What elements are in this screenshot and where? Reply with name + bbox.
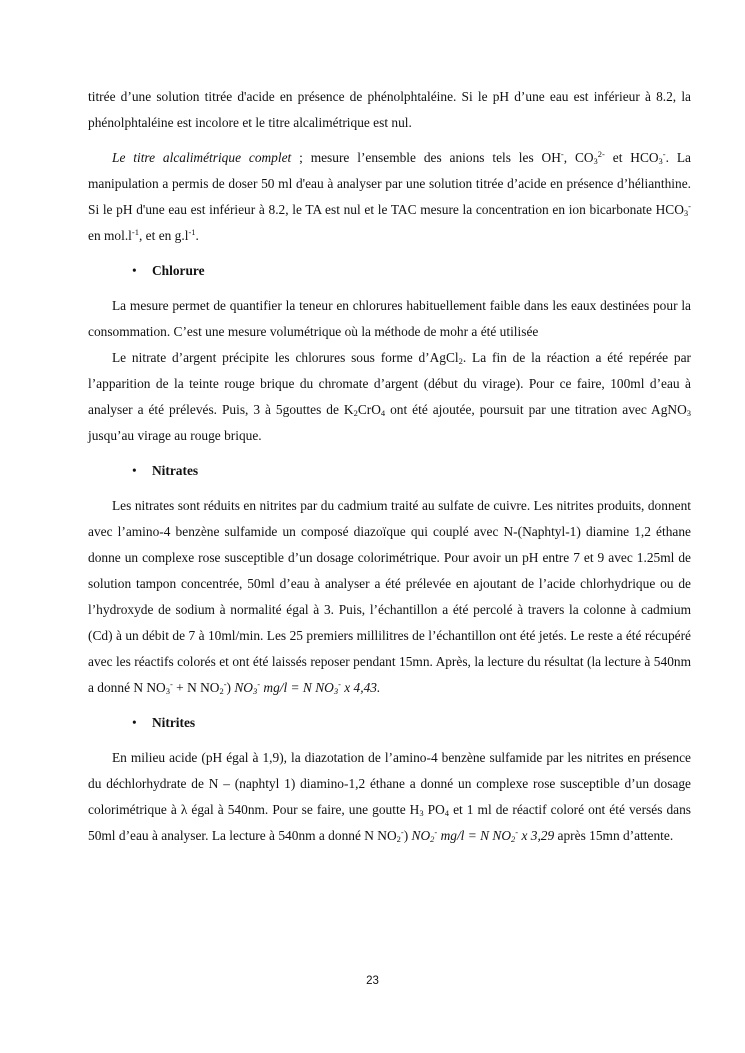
paragraph-nitrites: En milieu acide (pH égal à 1,9), la diazotation de l’amino-4 benzène sulfamide par les nitrites en présence du déchlorhydrate de N – (naphtyl 1) diamino-1,2 éthane a donné un complexe rose susceptible d’un dosage colorimétrique à λ égal à 540nm. Pour se faire, une goutte $H_3$ $PO_4$ et 1 ml de réactif coloré ont été versés dans 50ml d’eau à analyser. La lecture à 540nm a donné N $NO_2^-$) $NO_2^-$ mg/l = N $NO_2^-$ x 3,29 après 15mn d’attente. [88, 750, 691, 844]
bullet-icon: • [132, 463, 137, 478]
heading-nitrates: • Nitrates [88, 458, 691, 484]
paragraph-ta: titrée d’une solution titrée d'acide en présence de phénolphtaléine. Si le pH d’une eau est inférieur à 8.2, la phénolphtaléine est incolore et le titre alcalimétrique est nul. [88, 89, 691, 130]
document-body [88, 84, 691, 849]
page-number: 23 [366, 975, 379, 987]
bullet-icon: • [132, 715, 137, 730]
paragraph-tac: Le titre alcalimétrique complet ; mesure l’ensemble des anions tels les OH-, $CO_3^{2-}$ et $HCO_3^-$. La manipulation a permis de doser 50 ml d'eau à analyser par une solution titrée d’acide en présence d’hélianthine. Si le pH d'une eau est inférieur à 8.2, le TA est nul et le TAC mesure la concentration en ion bicarbonate $HCO_3^-$ en $mol.l^{-1}$, et en $g.l^{-1}$. [88, 149, 691, 243]
paragraph-nitrates: Les nitrates sont réduits en nitrites par du cadmium traité au sulfate de cuivre. Les nitrites produits, donnent avec l’amino-4 benzène sulfamide un composé diazoïque qui couplé avec N-(Naphtyl-1) diamine 1,2 éthane donne un complexe rose susceptible d’un dosage colorimétrique. Pour avoir un pH entre 7 et 9 avec 1.25ml de solution tampon concentrée, 50ml d’eau à analyser a été prélevée en ajoutant de l’acide chlorhydrique ou de l’hydroxyde de sodium à normalité égal à 3. Puis, l’échantillon a été percolé à travers la colonne à cadmium (Cd) à un débit de 7 à 10ml/min. Les 25 premiers millilitres de l’échantillon ont été jetés. Le reste a été récupéré avec les réactifs colorés et ont été laissés reposer pendant 15mn. Après, la lecture du résultat (la lecture à 540nm a donné N $NO_3^- + N$ $NO_2^-$) $NO_3^-$ mg/l = N $NO_3^-$ x 4,43. [88, 498, 691, 696]
paragraph-chlorure-method: Le nitrate d’argent précipite les chlorures sous forme d’AgCl$_2$. La fin de la réaction a été repérée par l’apparition de la teinte rouge brique du chromate d’argent (début du virage). Pour ce faire, 100ml d’eau à analyser a été prélevés. Puis, 3 à 5gouttes de $K_2CrO_4$ ont été ajoutée, poursuit par une titration avec AgNO$_3$ jusqu’au virage au rouge brique. [88, 350, 691, 443]
paragraph-chlorure-intro: La mesure permet de quantifier la teneur en chlorures habituellement faible dans les eaux destinées pour la consommation. C’est une mesure volumétrique où la méthode de mohr a été utilisée [88, 298, 691, 339]
heading-chlorure: • Chlorure [88, 258, 691, 284]
bullet-icon: • [132, 263, 137, 278]
heading-nitrites: • Nitrites [88, 710, 691, 736]
